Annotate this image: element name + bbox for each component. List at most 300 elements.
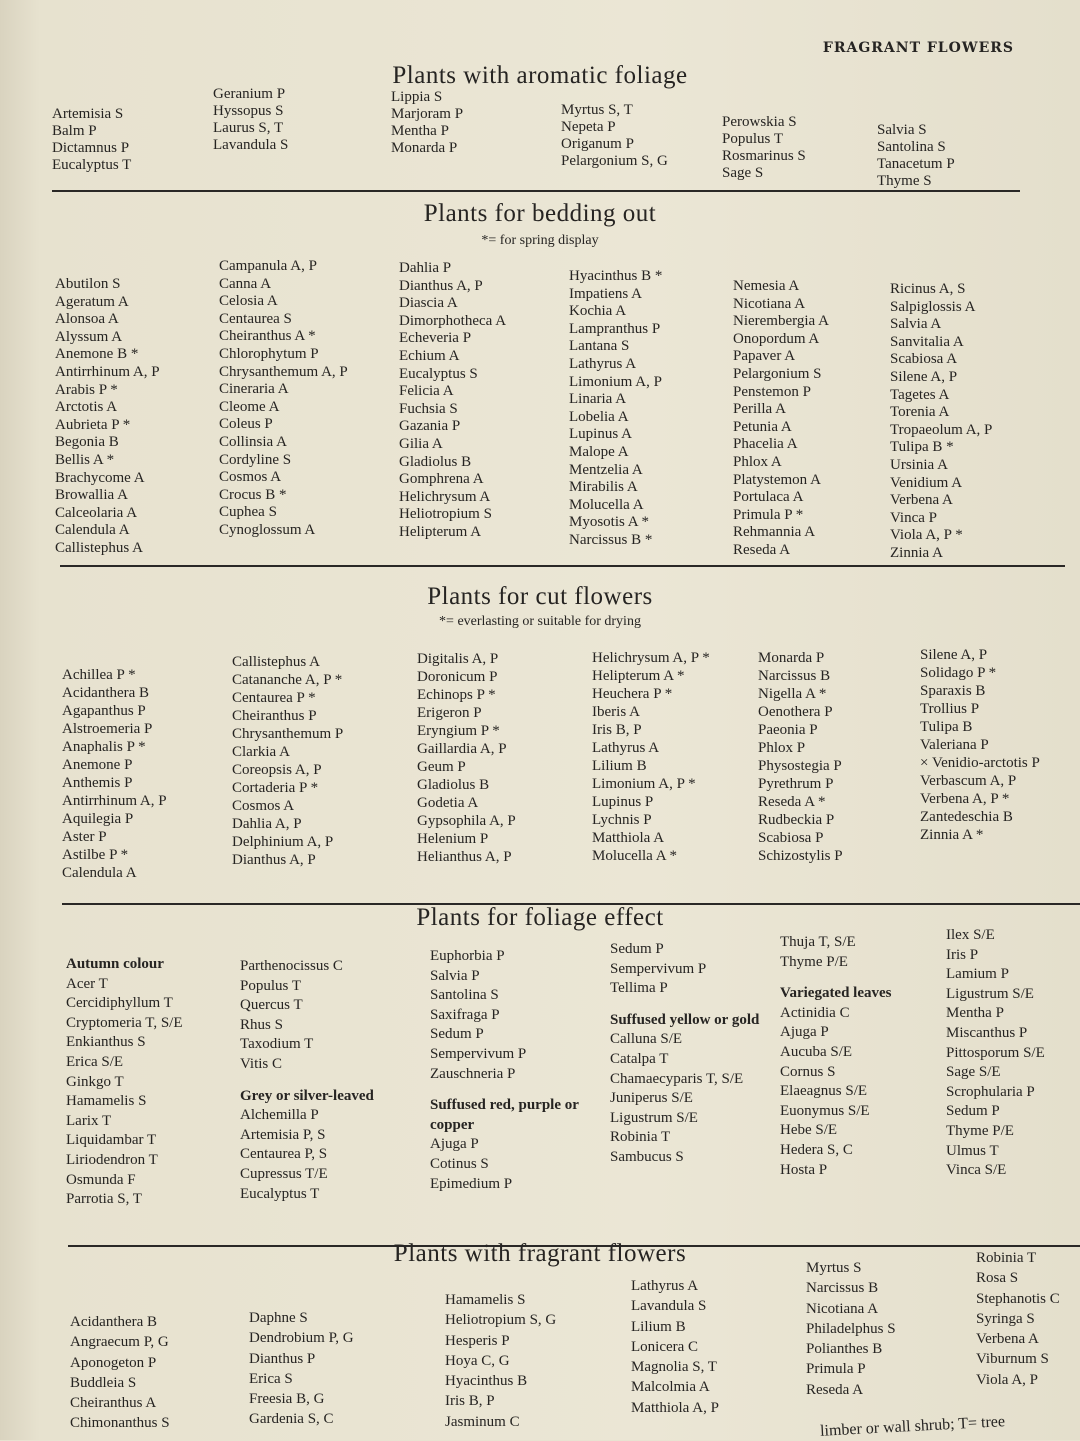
plant-entry: Oenothera P [758, 704, 833, 720]
plant-entry: Narcissus B * [569, 531, 653, 548]
plant-entry: Alstroemeria P [62, 721, 153, 737]
plant-entry: Dianthus A, P [399, 277, 483, 294]
plant-entry: Antirrhinum A, P [62, 793, 167, 809]
plant-entry: Lampranthus P [569, 320, 661, 337]
plant-entry: Gaillardia A, P [417, 741, 507, 757]
plant-column [780, 933, 940, 1180]
plant-entry: Ligustrum S/E [946, 985, 1034, 1002]
plant-entry: Papaver A [733, 348, 796, 365]
plant-entry: Vinca P [890, 509, 938, 526]
plant-entry: Valeriana P [920, 737, 989, 753]
plant-entry: Calendula A [55, 522, 130, 539]
plant-entry: Mentha P [391, 123, 449, 139]
plant-entry: Heuchera P * [592, 686, 673, 702]
plant-entry: Godetia A [417, 795, 479, 811]
plant-entry: Crocus B * [219, 486, 287, 503]
plant-entry: Geum P [417, 759, 466, 775]
plant-entry: Tellima P [610, 980, 668, 997]
plant-entry: Verbena A [890, 492, 953, 509]
plant-entry: Abutilon S [55, 276, 121, 292]
plant-column [758, 649, 843, 865]
plant-entry: Iberis A [592, 704, 640, 720]
plant-column [976, 1248, 1060, 1390]
plant-entry: Cupressus T/E [240, 1165, 328, 1182]
plant-entry: Ginkgo T [66, 1073, 124, 1090]
plant-entry: Calendula A [62, 865, 137, 881]
plant-entry: Parrotia S, T [66, 1191, 142, 1208]
section-title: Plants for foliage effect [416, 904, 664, 931]
plant-entry: Hamamelis S [445, 1292, 526, 1308]
plant-column [890, 281, 992, 563]
plant-entry: Ajuga P [430, 1136, 479, 1153]
plant-column [249, 1308, 354, 1430]
plant-entry: Aucuba S/E [780, 1043, 853, 1060]
plant-entry: Cheiranthus P [232, 708, 317, 724]
plant-entry: Enkianthus S [66, 1034, 146, 1051]
plant-entry: Coleus P [219, 416, 273, 433]
plant-entry: Echeveria P [399, 330, 472, 347]
plant-entry: Tulipa B * [890, 439, 954, 456]
plant-entry: Mirabilis A [569, 479, 638, 496]
plant-entry: Cynoglossum A [219, 521, 316, 538]
plant-entry: Limonium A, P * [592, 776, 696, 792]
plant-entry: Ageratum A [55, 293, 129, 310]
plant-entry: Ilex S/E [946, 927, 995, 943]
plant-entry: Schizostylis P [758, 848, 843, 864]
plant-entry: Dahlia P [399, 260, 452, 276]
plant-entry: Larix T [66, 1112, 112, 1129]
plant-entry: Erica S/E [66, 1053, 124, 1070]
section-title: Plants for bedding out [423, 200, 657, 227]
plant-entry: Chrysanthemum A, P [219, 363, 348, 380]
plant-entry: Thyme P/E [780, 953, 848, 970]
plant-entry: Cornus S [780, 1063, 836, 1080]
plant-entry: Osmunda F [66, 1171, 136, 1188]
plant-entry: Scrophularia P [946, 1083, 1035, 1100]
plant-column [806, 1258, 896, 1400]
plant-entry: Canna A [219, 275, 272, 292]
plant-entry: Hedera S, C [780, 1141, 853, 1158]
section-subtitle: *= everlasting or suitable for drying [439, 614, 641, 629]
plant-entry: Gardenia S, C [249, 1411, 334, 1428]
plant-column [920, 646, 1040, 844]
plant-entry: Torenia A [890, 404, 950, 421]
plant-entry: Artemisia S [52, 106, 124, 122]
plant-entry: Dimorphotheca A [399, 312, 507, 329]
plant-entry: Heliotropium S, G [445, 1312, 557, 1329]
plant-column [219, 258, 348, 540]
plant-entry: Nemesia A [733, 278, 800, 294]
plant-entry: Viburnum S [976, 1351, 1049, 1368]
plant-entry: Heliotropium S [399, 506, 492, 523]
plant-entry: Monarda P [758, 650, 825, 666]
plant-entry: Primula P [806, 1361, 866, 1378]
plant-entry: Centaurea S [219, 310, 292, 327]
plant-entry: Myrtus S, T [561, 102, 633, 118]
plant-column [569, 268, 662, 550]
subheading: Suffused red, purple or copper [430, 1097, 579, 1133]
plant-entry: Marjoram P [391, 106, 464, 122]
plant-entry: Brachycome A [55, 469, 145, 486]
subheading: Variegated leaves [780, 985, 892, 1002]
plant-entry: Venidium A [890, 474, 963, 491]
plant-entry: Centaurea P, S [240, 1146, 328, 1163]
plant-entry: Verbena A, P * [920, 791, 1010, 807]
plant-entry: Helianthus A, P [417, 849, 512, 865]
plant-entry: Helipterum A [399, 523, 482, 540]
plant-entry: Cosmos A [232, 798, 295, 814]
plant-entry: Perilla A [733, 401, 786, 418]
plant-entry: Euonymus S/E [780, 1102, 870, 1119]
plant-entry: Chamaecyparis T, S/E [610, 1070, 744, 1087]
plant-column [55, 276, 160, 558]
plant-entry: Pelargonium S, G [561, 153, 668, 169]
plant-entry: Chlorophytum P [219, 345, 319, 362]
plant-entry: Helichrysum A, P * [592, 650, 710, 666]
plant-entry: Dendrobium P, G [249, 1330, 354, 1347]
plant-entry: Stephanotis C [976, 1290, 1060, 1307]
plant-entry: Liquidambar T [66, 1132, 157, 1149]
plant-entry: Erigeron P [417, 705, 482, 721]
plant-entry: Hamamelis S [66, 1093, 147, 1110]
plant-entry: Rosa S [976, 1270, 1019, 1287]
plant-entry: Anaphalis P * [62, 739, 146, 755]
plant-entry: Calluna S/E [610, 1031, 683, 1048]
plant-entry: Eucalyptus S [399, 365, 478, 382]
plant-entry: Silene A, P [920, 647, 988, 663]
plant-entry: Ligustrum S/E [610, 1109, 698, 1126]
plant-entry: Cheiranthus A [70, 1395, 157, 1412]
plant-entry: Perowskia S [722, 114, 797, 130]
plant-entry: Robinia T [610, 1129, 671, 1146]
plant-entry: Ajuga P [780, 1024, 829, 1041]
plant-column [733, 278, 829, 560]
plant-entry: Reseda A [806, 1381, 864, 1398]
subheading: Autumn colour [66, 956, 164, 972]
plant-entry: Lilium B [592, 758, 647, 774]
plant-entry: Aubrieta P * [55, 416, 131, 433]
plant-entry: Chrysanthemum P [232, 726, 344, 742]
plant-entry: Ursinia A [890, 456, 948, 473]
plant-entry: Sambucus S [610, 1148, 684, 1165]
plant-entry: Lobelia A [569, 408, 629, 425]
plant-entry: Limonium A, P [569, 373, 662, 390]
plant-entry: Geranium P [213, 86, 286, 102]
plant-entry: Linaria A [569, 391, 627, 408]
plant-column [445, 1290, 556, 1432]
plant-entry: Helenium P [417, 831, 489, 847]
plant-entry: Dianthus A, P [232, 852, 316, 868]
footnote: limber or wall shrub; T= tree [819, 1413, 1006, 1440]
plant-entry: Eryngium P * [417, 723, 500, 739]
plant-entry: Sempervivum P [610, 960, 707, 977]
plant-entry: Iris B, P [592, 722, 642, 738]
plant-entry: Zauschneria P [430, 1065, 516, 1082]
plant-entry: Cuphea S [219, 504, 277, 521]
plant-entry: Alonsoa A [55, 311, 119, 328]
plant-entry: Nicotiana A [806, 1300, 879, 1317]
plant-entry: Sedum P [610, 941, 664, 957]
plant-entry: Pittosporum S/E [946, 1044, 1045, 1061]
plant-entry: Chimonanthus S [70, 1415, 170, 1432]
plant-entry: Salpiglossis A [890, 298, 976, 315]
plant-entry: Magnolia S, T [631, 1359, 717, 1376]
plant-entry: Achillea P * [62, 667, 136, 683]
plant-entry: Euphorbia P [430, 948, 505, 964]
plant-entry: Doronicum P [417, 669, 498, 685]
plant-entry: Vitis C [240, 1055, 283, 1072]
plant-entry: Populus T [722, 131, 783, 147]
plant-column [52, 106, 131, 174]
plant-entry: Daphne S [249, 1310, 308, 1326]
plant-entry: Diascia A [399, 295, 458, 312]
plant-entry: Nepeta P [561, 119, 616, 135]
plant-entry: Salvia S [877, 122, 927, 138]
plant-entry: Cleome A [219, 398, 280, 415]
plant-entry: Thyme P/E [946, 1122, 1014, 1139]
plant-entry: Phacelia A [733, 436, 798, 453]
plant-entry: Santolina S [877, 139, 946, 155]
plant-entry: Dahlia A, P [232, 816, 302, 832]
plant-entry: Acidanthera B [62, 685, 150, 701]
plant-entry: Gladiolus B [417, 777, 490, 793]
plant-entry: Trollius P [920, 701, 980, 717]
divider [52, 190, 1020, 192]
plant-entry: Calceolaria A [55, 504, 138, 521]
plant-entry: Viola A, P * [890, 527, 963, 544]
plant-entry: × Venidio-arctotis P [920, 755, 1040, 771]
plant-entry: Molucella A [569, 496, 644, 513]
plant-entry: Silene A, P [890, 368, 958, 385]
plant-entry: Agapanthus P [62, 703, 146, 719]
plant-entry: Rhus S [240, 1016, 283, 1033]
plant-entry: Physostegia P [758, 758, 842, 774]
section-title: Plants for cut flowers [427, 583, 653, 610]
plant-column [62, 666, 167, 882]
plant-column [610, 940, 770, 1168]
plant-entry: Jasminum C [445, 1413, 520, 1430]
plant-entry: Lathyrus A [569, 355, 637, 372]
plant-column [561, 102, 668, 170]
plant-entry: Gladiolus B [399, 453, 472, 470]
plant-entry: Myosotis A * [569, 514, 650, 531]
plant-entry: Callistephus A [232, 654, 320, 670]
plant-entry: Cheiranthus A * [219, 328, 316, 345]
plant-entry: Fuchsia S [399, 400, 458, 417]
subheading: Grey or silver-leaved [240, 1087, 374, 1104]
plant-entry: Helichrysum A [399, 488, 491, 505]
plant-entry: Reseda A * [758, 794, 826, 810]
plant-entry: Cordyline S [219, 451, 292, 468]
plant-entry: Kochia A [569, 303, 627, 320]
section-title: Plants with aromatic foliage [392, 62, 688, 89]
plant-entry: Sparaxis B [920, 683, 986, 699]
plant-entry: Iris B, P [445, 1393, 495, 1410]
plant-entry: Matthiola A [592, 830, 665, 846]
plant-entry: Erica S [249, 1370, 293, 1387]
plant-entry: Pyrethrum P [758, 776, 834, 792]
plant-entry: Cineraria A [219, 381, 289, 398]
plant-entry: Verbascum A, P [920, 773, 1017, 789]
plant-entry: Callistephus A [55, 539, 143, 556]
plant-entry: Phlox A [733, 453, 782, 470]
plant-entry: Pelargonium S [733, 365, 822, 382]
plant-entry: Cercidiphyllum T [66, 995, 173, 1012]
plant-entry: Hesperis P [445, 1332, 510, 1349]
plant-entry: Sedum P [946, 1103, 1000, 1120]
plant-entry: Ricinus A, S [890, 281, 966, 297]
plant-entry: Sempervivum P [430, 1045, 527, 1062]
plant-entry: Lathyrus A [631, 1278, 699, 1294]
plant-entry: Impatiens A [569, 285, 642, 302]
plant-entry: Acidanthera B [70, 1314, 158, 1330]
plant-entry: Artemisia P, S [240, 1126, 326, 1143]
plant-entry: Monarda P [391, 140, 458, 156]
plant-entry: Tropaeolum A, P [890, 421, 993, 438]
plant-entry: Sage S/E [946, 1064, 1001, 1081]
plant-entry: Philadelphus S [806, 1320, 896, 1337]
plant-entry: Taxodium T [240, 1036, 314, 1053]
plant-entry: Origanum P [561, 136, 634, 152]
plant-entry: Arctotis A [55, 399, 118, 416]
plant-entry: Collinsia A [219, 433, 287, 450]
plant-entry: Penstemon P [733, 383, 811, 400]
plant-entry: Anemone P [62, 757, 133, 773]
plant-entry: Helipterum A * [592, 668, 685, 684]
plant-entry: Lathyrus A [592, 740, 660, 756]
plant-column [232, 653, 343, 869]
plant-entry: Hyacinthus B [445, 1373, 528, 1390]
plant-entry: Acer T [66, 975, 108, 992]
plant-entry: Narcissus B [758, 668, 831, 684]
plant-column [631, 1276, 719, 1418]
plant-entry: Liriodendron T [66, 1151, 158, 1168]
plant-entry: Lantana S [569, 338, 630, 355]
plant-entry: Cortaderia P * [232, 780, 319, 796]
plant-column [70, 1312, 170, 1434]
plant-entry: Salvia P [430, 967, 480, 984]
plant-entry: Petunia A [733, 418, 792, 435]
plant-entry: Elaeagnus S/E [780, 1083, 868, 1100]
plant-column [66, 955, 226, 1210]
plant-entry: Scabiosa A [890, 351, 958, 368]
plant-entry: Bellis A * [55, 451, 115, 468]
plant-entry: Thuja T, S/E [780, 934, 856, 950]
plant-entry: Scabiosa P [758, 830, 824, 846]
plant-entry: Sanvitalia A [890, 333, 964, 350]
plant-entry: Gilia A [399, 435, 443, 452]
plant-entry: Cryptomeria T, S/E [66, 1014, 183, 1031]
plant-entry: Zinnia A * [920, 827, 984, 843]
plant-entry: Parthenocissus C [240, 958, 343, 974]
plant-entry: Hebe S/E [780, 1122, 838, 1139]
plant-entry: Sedum P [430, 1026, 484, 1043]
divider [60, 565, 1065, 567]
plant-entry: Hyssopus S [213, 103, 284, 119]
plant-entry: Eucalyptus T [240, 1185, 320, 1202]
plant-entry: Molucella A * [592, 848, 677, 864]
plant-entry: Astilbe P * [62, 847, 129, 863]
plant-entry: Gypsophila A, P [417, 813, 516, 829]
plant-entry: Miscanthus P [946, 1024, 1028, 1041]
plant-entry: Sage S [722, 165, 764, 181]
plant-entry: Coreopsis A, P [232, 762, 322, 778]
plant-entry: Hosta P [780, 1161, 828, 1178]
plant-entry: Gazania P [399, 418, 461, 435]
plant-entry: Lamium P [946, 966, 1009, 983]
plant-entry: Actinidia C [780, 1004, 850, 1021]
plant-entry: Delphinium A, P [232, 834, 334, 850]
plant-entry: Catananche A, P * [232, 672, 343, 688]
plant-entry: Onopordum A [733, 330, 820, 347]
plant-entry: Salvia A [890, 316, 942, 333]
plant-column [592, 649, 710, 865]
plant-column [877, 122, 955, 190]
plant-entry: Hyacinthus B * [569, 268, 663, 284]
plant-entry: Portulaca A [733, 489, 804, 506]
plant-entry: Nierembergia A [733, 313, 829, 330]
plant-entry: Echium A [399, 347, 460, 364]
plant-entry: Iris P [946, 946, 979, 963]
plant-entry: Alchemilla P [240, 1107, 319, 1124]
plant-entry: Centaurea P * [232, 690, 316, 706]
plant-entry: Quercus T [240, 997, 303, 1014]
plant-entry: Freesia B, G [249, 1391, 325, 1408]
plant-entry: Epimedium P [430, 1175, 513, 1192]
plant-entry: Anemone B * [55, 346, 139, 363]
plant-entry: Matthiola A, P [631, 1399, 719, 1416]
plant-entry: Rosmarinus S [722, 148, 806, 164]
plant-column [391, 89, 463, 157]
plant-entry: Balm P [52, 123, 97, 139]
plant-entry: Eucalyptus T [52, 157, 132, 173]
plant-entry: Malope A [569, 443, 629, 460]
plant-entry: Hoya C, G [445, 1352, 510, 1369]
plant-column [430, 947, 590, 1194]
plant-entry: Anthemis P [62, 775, 133, 791]
plant-entry: Santolina S [430, 987, 499, 1004]
plant-entry: Dictamnus P [52, 140, 130, 156]
plant-entry: Nicotiana A [733, 295, 806, 312]
plant-entry: Digitalis A, P [417, 651, 499, 667]
plant-entry: Alyssum A [55, 328, 123, 345]
plant-entry: Dianthus P [249, 1350, 316, 1367]
plant-entry: Saxifraga P [430, 1006, 500, 1023]
subheading: Suffused yellow or gold [610, 1011, 760, 1028]
plant-entry: Platystemon A [733, 471, 821, 488]
plant-entry: Tulipa B [920, 719, 973, 735]
plant-entry: Viola A, P [976, 1371, 1039, 1388]
running-head: FRAGRANT FLOWERS [822, 40, 1014, 56]
plant-entry: Lippia S [391, 89, 443, 105]
plant-entry: Lilium B [631, 1318, 686, 1335]
plant-entry: Thyme S [877, 173, 932, 189]
plant-entry: Verbena A [976, 1331, 1039, 1348]
plant-entry: Reseda A [733, 541, 791, 558]
plant-entry: Malcolmia A [631, 1379, 710, 1396]
plant-entry: Cosmos A [219, 469, 282, 486]
plant-entry: Nigella A * [758, 686, 827, 702]
plant-entry: Lupinus A [569, 426, 632, 443]
plant-entry: Primula P * [733, 506, 804, 523]
plant-entry: Lychnis P [592, 812, 652, 828]
plant-entry: Paeonia P [758, 722, 818, 738]
plant-column [946, 926, 1045, 1181]
plant-entry: Begonia B [55, 434, 119, 451]
plant-entry: Solidago P * [920, 665, 997, 681]
plant-entry: Mentha P [946, 1005, 1004, 1022]
plant-entry: Lonicera C [631, 1338, 699, 1355]
